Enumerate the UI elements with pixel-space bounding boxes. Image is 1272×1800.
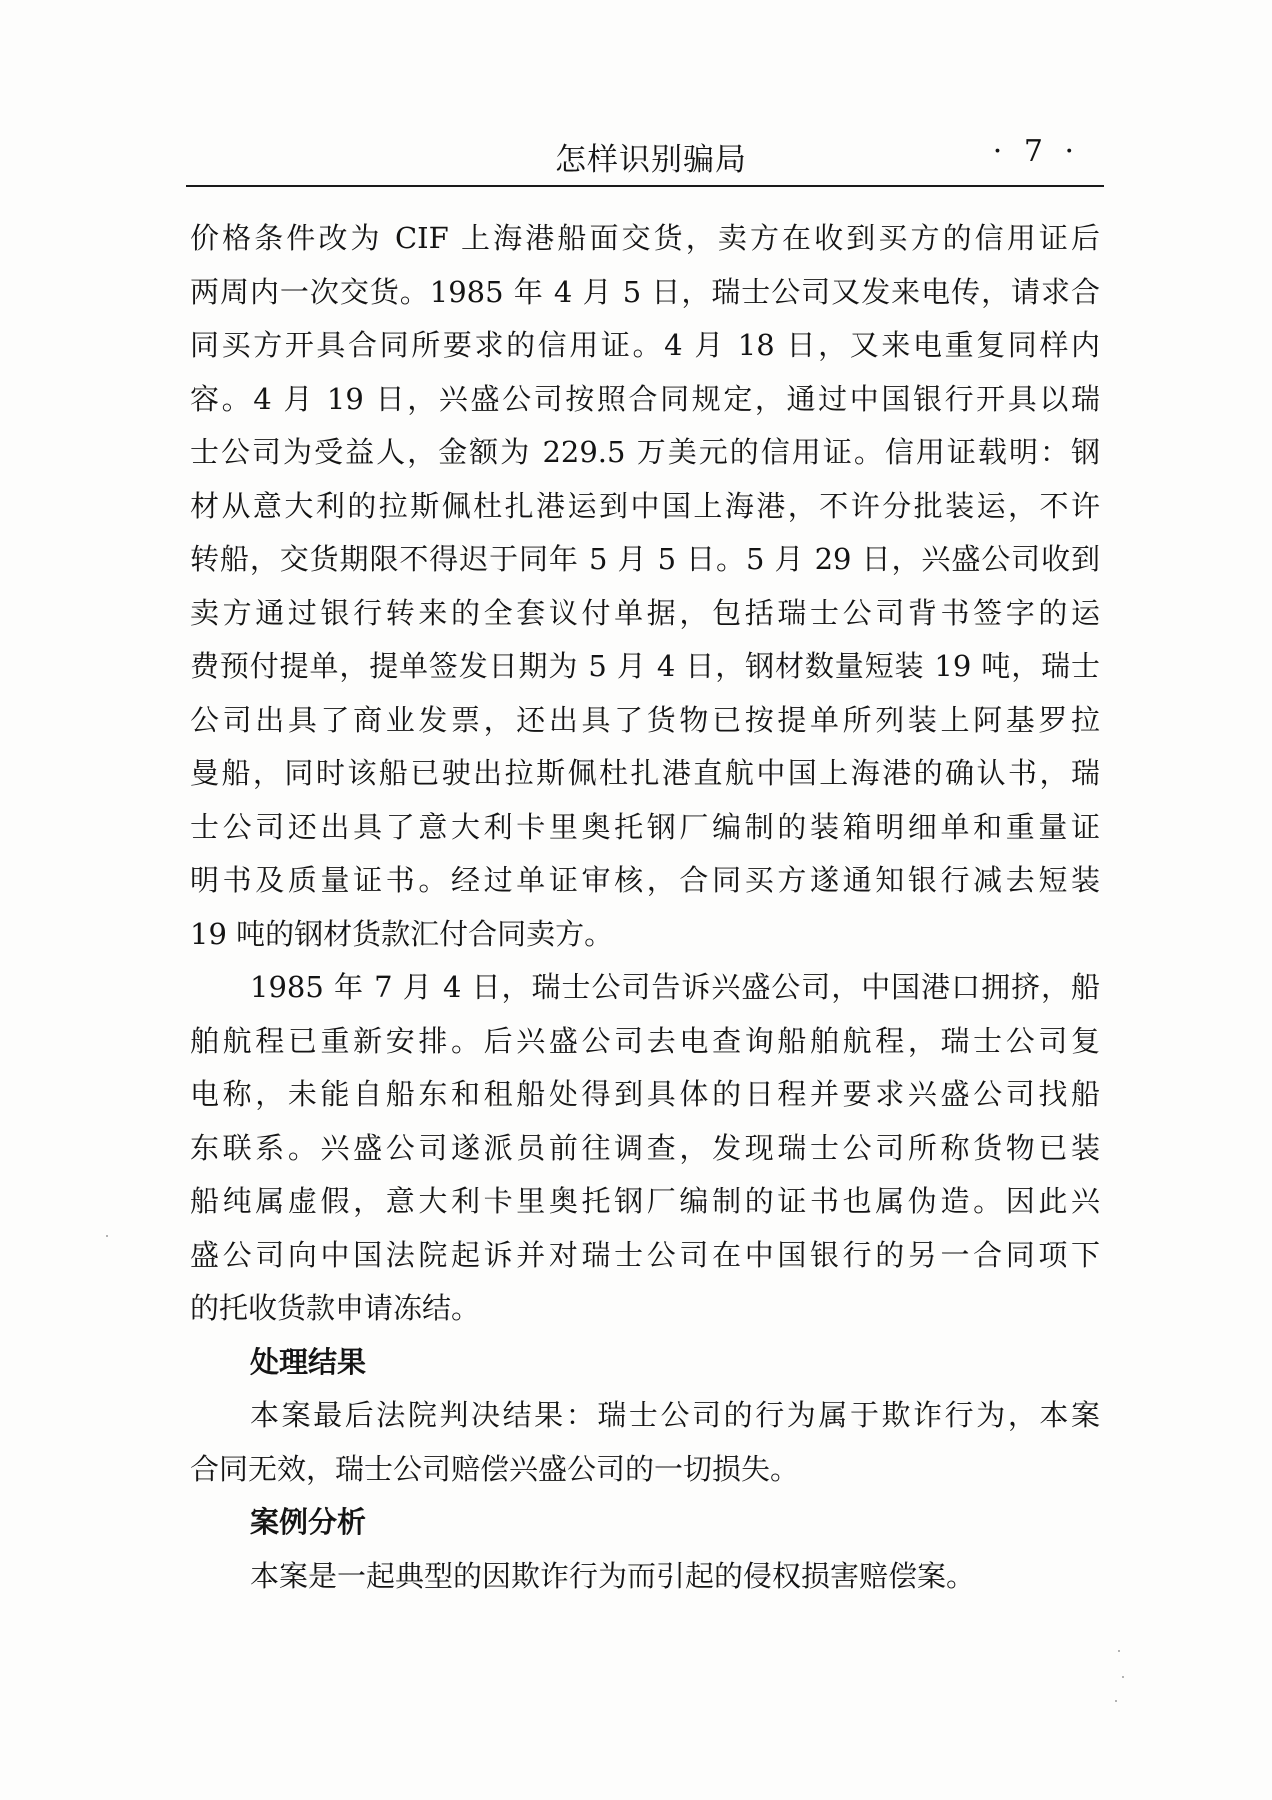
text-line: 卖方通过银行转来的全套议付单据，包括瑞士公司背书签字的运 [190, 595, 1100, 630]
page-number: · 7 · [992, 134, 1080, 169]
scan-speck [106, 1235, 108, 1237]
text-line: 价格条件改为 CIF 上海港船面交货，卖方在收到买方的信用证后 [190, 221, 1100, 255]
text-line: 转船，交货期限不得迟于同年 5 月 5 日。5 月 29 日，兴盛公司收到 [190, 542, 1100, 576]
scan-speck [1118, 1650, 1120, 1652]
text-line: 合同无效，瑞士公司赔偿兴盛公司的一切损失。 [190, 1451, 800, 1486]
text-line: 材从意大利的拉斯佩杜扎港运到中国上海港，不许分批装运，不许 [190, 488, 1100, 523]
text-line: 电称，未能自船东和租船处得到具体的日程并要求兴盛公司找船 [190, 1077, 1100, 1111]
text-line: 舶航程已重新安排。后兴盛公司去电查询船舶航程，瑞士公司复 [190, 1023, 1100, 1058]
text-line: 两周内一次交货。1985 年 4 月 5 日，瑞士公司又发来电传，请求合 [190, 274, 1100, 309]
text-line: 士公司为受益人，金额为 229.5 万美元的信用证。信用证载明：钢 [190, 435, 1100, 469]
header-rule [186, 185, 1104, 187]
text-line: 东联系。兴盛公司遂派员前往调查，发现瑞士公司所称货物已装 [190, 1130, 1100, 1165]
text-line: 曼船，同时该船已驶出拉斯佩杜扎港直航中国上海港的确认书，瑞 [190, 756, 1100, 790]
text-line: 船纯属虚假，意大利卡里奥托钢厂编制的证书也属伪造。因此兴 [190, 1184, 1100, 1218]
body-text [190, 212, 1100, 1603]
text-line: 19 吨的钢材货款汇付合同卖方。 [190, 916, 614, 951]
text-line: 本案最后法院判决结果：瑞士公司的行为属于欺诈行为，本案 [250, 1398, 1100, 1432]
text-line: 公司出具了商业发票，还出具了货物已按提单所列装上阿基罗拉 [190, 702, 1100, 737]
text-line: 盛公司向中国法院起诉并对瑞士公司在中国银行的另一合同项下 [190, 1237, 1100, 1272]
text-line: 1985 年 7 月 4 日，瑞士公司告诉兴盛公司，中国港口拥挤，船 [250, 970, 1100, 1004]
running-title: 怎样识别骗局 [555, 142, 747, 178]
scan-speck [1122, 1676, 1124, 1678]
running-head [190, 128, 1100, 180]
text-line: 容。4 月 19 日，兴盛公司按照合同规定，通过中国银行开具以瑞 [190, 381, 1100, 416]
text-line: 本案是一起典型的因欺诈行为而引起的侵权损害赔偿案。 [250, 1558, 976, 1593]
section-heading-analysis: 案例分析 [250, 1505, 367, 1539]
text-line: 明书及质量证书。经过单证审核，合同买方遂通知银行减去短装 [190, 863, 1100, 897]
text-line: 的托收货款申请冻结。 [190, 1291, 481, 1325]
text-line: 费预付提单，提单签发日期为 5 月 4 日，钢材数量短装 19 吨，瑞士 [190, 649, 1100, 683]
text-line: 同买方开具合同所要求的信用证。4 月 18 日，又来电重复同样内 [190, 328, 1100, 362]
scan-speck [1115, 1700, 1117, 1702]
section-heading-result: 处理结果 [250, 1344, 367, 1379]
text-line: 士公司还出具了意大利卡里奥托钢厂编制的装箱明细单和重量证 [190, 809, 1100, 844]
